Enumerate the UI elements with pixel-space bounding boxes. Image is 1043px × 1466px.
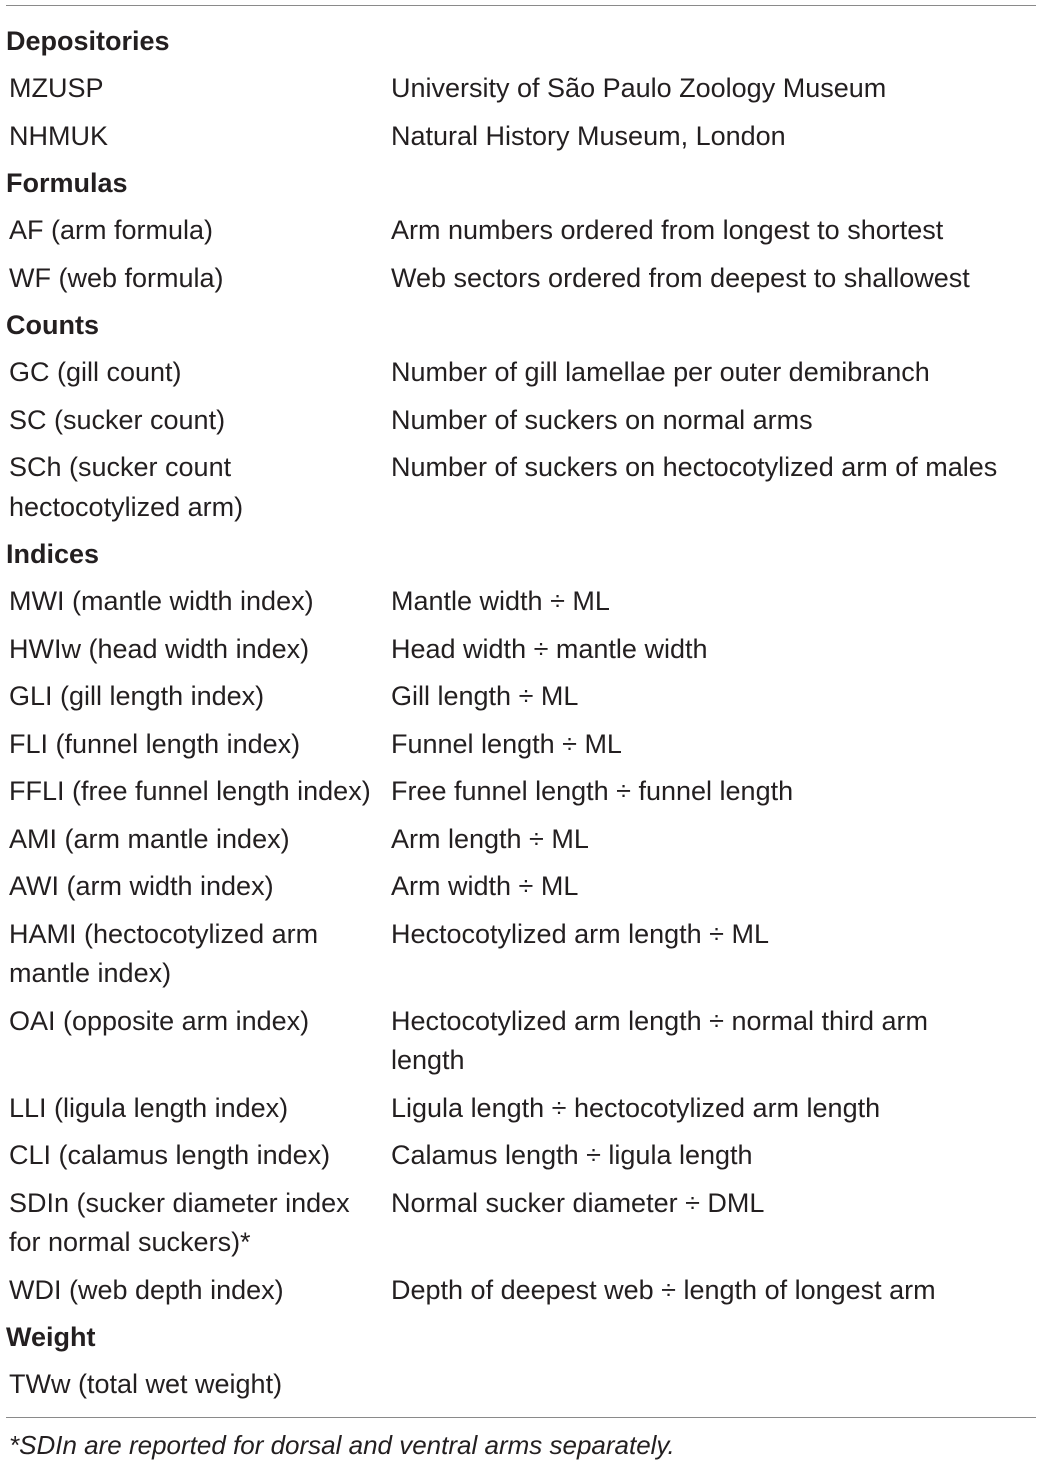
table-row (0, 816, 1043, 864)
term-line: TWw (total wet weight) (9, 1369, 283, 1399)
abbreviation-definition (391, 626, 1043, 674)
table-row (0, 349, 1043, 397)
table-row (0, 578, 1043, 626)
abbreviation-definition (391, 444, 1043, 531)
section-heading: Counts (6, 310, 99, 340)
bottom-rule (6, 1417, 1036, 1418)
abbreviation-term (0, 1361, 391, 1409)
abbreviation-term (0, 673, 391, 721)
abbreviation-term (0, 578, 391, 626)
definition-line: Normal sucker diameter ÷ DML (391, 1187, 765, 1218)
abbreviation-term (0, 397, 391, 445)
abbreviation-term (0, 207, 391, 255)
abbreviation-term (0, 255, 391, 303)
definition-line: Number of gill lamellae per outer demibranch (391, 357, 930, 387)
abbreviation-term (0, 1180, 391, 1267)
abbreviation-definition (391, 397, 1043, 445)
abbreviation-definition (391, 1132, 1043, 1180)
term-line: HAMI (hectocotylized arm (9, 918, 319, 949)
table-row (0, 768, 1043, 816)
table-row (0, 911, 1043, 998)
definition-line: Funnel length ÷ ML (391, 728, 622, 759)
definition-line: Arm length ÷ ML (391, 823, 589, 854)
abbreviation-definition (391, 911, 1043, 998)
definition-line: Free funnel length ÷ funnel length (391, 776, 794, 806)
abbreviation-definition (391, 349, 1043, 397)
abbreviation-definition (391, 113, 1043, 161)
section-heading: Formulas (6, 168, 128, 198)
term-line: HWIw (head width index) (9, 633, 310, 664)
definition-line: Number of suckers on hectocotylized arm of males (391, 452, 998, 482)
abbreviation-term (0, 1085, 391, 1133)
definition-line: length (391, 1045, 465, 1075)
abbreviation-definition (391, 1180, 1043, 1267)
term-line: SC (sucker count) (9, 404, 226, 435)
abbreviation-definition (391, 863, 1043, 911)
term-line: CLI (calamus length index) (9, 1140, 331, 1170)
abbreviation-definition (391, 65, 1043, 113)
term-line: AWI (arm width index) (9, 871, 274, 901)
term-line: AF (arm formula) (9, 215, 214, 245)
table-row (0, 444, 1043, 531)
abbreviation-term (0, 1132, 391, 1180)
term-line: MZUSP (9, 73, 104, 103)
term-line: mantle index) (9, 958, 172, 988)
definition-line: Natural History Museum, London (391, 120, 786, 151)
table-row (0, 1267, 1043, 1315)
definition-line: Arm numbers ordered from longest to shortest (391, 215, 944, 245)
term-line: AMI (arm mantle index) (9, 823, 290, 854)
abbreviation-definition (391, 721, 1043, 769)
section-heading: Weight (6, 1322, 96, 1352)
top-rule (6, 5, 1036, 6)
term-line: hectocotylized arm) (9, 491, 244, 522)
term-line: MWI (mantle width index) (9, 586, 314, 616)
table-row (0, 397, 1043, 445)
term-line: SCh (sucker count (9, 452, 232, 482)
table-row (0, 1180, 1043, 1267)
table-row (0, 673, 1043, 721)
abbreviation-term (0, 1267, 391, 1315)
definition-line: Gill length ÷ ML (391, 681, 579, 711)
abbreviation-term (0, 721, 391, 769)
table-row (0, 626, 1043, 674)
table-row (0, 255, 1043, 303)
table-footnote: *SDIn are reported for dorsal and ventral arms separately. (9, 1430, 675, 1460)
definition-line: Arm width ÷ ML (391, 871, 579, 901)
definition-line: Calamus length ÷ ligula length (391, 1140, 753, 1170)
abbreviation-definition (391, 207, 1043, 255)
table-row (0, 65, 1043, 113)
table-row (0, 721, 1043, 769)
term-line: GLI (gill length index) (9, 681, 265, 711)
term-line: for normal suckers)* (9, 1227, 251, 1257)
table-row (0, 863, 1043, 911)
definition-line: Mantle width ÷ ML (391, 586, 610, 616)
term-line: FFLI (free funnel length index) (9, 776, 371, 806)
abbreviation-term (0, 65, 391, 113)
definition-line: Web sectors ordered from deepest to shallowest (391, 262, 970, 293)
table-row (0, 207, 1043, 255)
term-line: WF (web formula) (9, 262, 224, 293)
definition-line: University of São Paulo Zoology Museum (391, 73, 887, 103)
abbreviation-definition (391, 816, 1043, 864)
definition-line: Ligula length ÷ hectocotylized arm length (391, 1092, 881, 1123)
abbreviation-definition (391, 1361, 1043, 1409)
term-line: LLI (ligula length index) (9, 1092, 289, 1123)
definition-line: Hectocotylized arm length ÷ ML (391, 918, 769, 949)
abbreviation-term (0, 113, 391, 161)
term-line: SDIn (sucker diameter index (9, 1187, 350, 1218)
table-row (0, 998, 1043, 1085)
abbreviation-term (0, 349, 391, 397)
definition-line: Hectocotylized arm length ÷ normal third arm (391, 1005, 929, 1036)
definition-line: Depth of deepest web ÷ length of longest arm (391, 1274, 936, 1305)
abbreviation-term (0, 768, 391, 816)
term-line: FLI (funnel length index) (9, 728, 301, 759)
abbreviation-term (0, 444, 391, 531)
term-line: WDI (web depth index) (9, 1274, 284, 1305)
table-row (0, 113, 1043, 161)
table-row (0, 1361, 1043, 1409)
abbreviation-definition (391, 255, 1043, 303)
abbreviation-term (0, 911, 391, 998)
abbreviation-definition (391, 673, 1043, 721)
table-row (0, 1132, 1043, 1180)
abbreviation-term (0, 816, 391, 864)
term-line: NHMUK (9, 120, 108, 151)
abbreviation-definition (391, 768, 1043, 816)
abbreviations-table (0, 18, 1043, 1409)
section-heading: Indices (6, 539, 100, 569)
abbreviation-definition (391, 998, 1043, 1085)
abbreviation-definition (391, 1267, 1043, 1315)
section-heading: Depositories (6, 26, 170, 56)
abbreviation-term (0, 626, 391, 674)
definition-line: Head width ÷ mantle width (391, 633, 708, 664)
abbreviation-term (0, 998, 391, 1085)
table-row (0, 1085, 1043, 1133)
term-line: GC (gill count) (9, 357, 182, 387)
abbreviation-definition (391, 578, 1043, 626)
abbreviation-definition (391, 1085, 1043, 1133)
term-line: OAI (opposite arm index) (9, 1005, 310, 1036)
definition-line: Number of suckers on normal arms (391, 404, 813, 435)
abbreviation-term (0, 863, 391, 911)
